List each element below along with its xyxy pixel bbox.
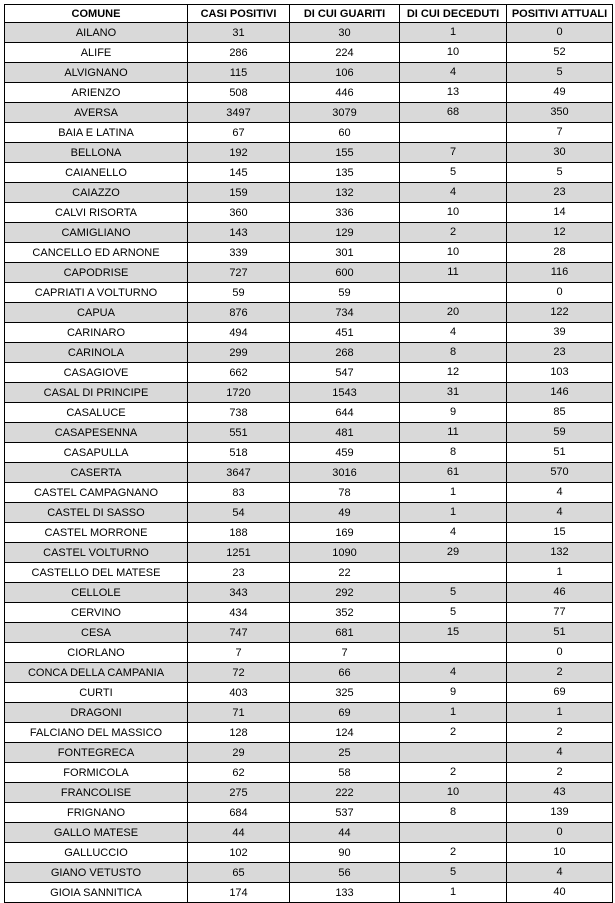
cell-comune: ALIFE (5, 43, 188, 63)
cell-positivi-attuali: 350 (507, 103, 613, 123)
table-row (5, 443, 613, 463)
cell-comune: FONTEGRECA (5, 743, 188, 763)
cell-guariti: 352 (290, 603, 400, 623)
cell-comune: BELLONA (5, 143, 188, 163)
cell-deceduti: 8 (400, 343, 507, 363)
cell-deceduti: 20 (400, 303, 507, 323)
cell-comune: CASTEL DI SASSO (5, 503, 188, 523)
cell-casi-positivi: 83 (188, 483, 290, 503)
cell-comune: ALVIGNANO (5, 63, 188, 83)
header-comune: COMUNE (5, 5, 188, 23)
table-row (5, 263, 613, 283)
cell-casi-positivi: 159 (188, 183, 290, 203)
cell-deceduti: 4 (400, 523, 507, 543)
table-row (5, 623, 613, 643)
table-row (5, 803, 613, 823)
cell-guariti: 3079 (290, 103, 400, 123)
cell-comune: CASERTA (5, 463, 188, 483)
table-row (5, 643, 613, 663)
table-row (5, 703, 613, 723)
cell-guariti: 1090 (290, 543, 400, 563)
cell-deceduti: 15 (400, 623, 507, 643)
cell-guariti: 268 (290, 343, 400, 363)
cell-deceduti: 7 (400, 143, 507, 163)
cell-casi-positivi: 29 (188, 743, 290, 763)
cell-positivi-attuali: 4 (507, 863, 613, 883)
cell-casi-positivi: 360 (188, 203, 290, 223)
cell-deceduti: 4 (400, 663, 507, 683)
cell-guariti: 58 (290, 763, 400, 783)
cell-guariti: 124 (290, 723, 400, 743)
cell-casi-positivi: 508 (188, 83, 290, 103)
cell-casi-positivi: 747 (188, 623, 290, 643)
cell-casi-positivi: 738 (188, 403, 290, 423)
cell-comune: CIORLANO (5, 643, 188, 663)
table-row (5, 283, 613, 303)
cell-casi-positivi: 876 (188, 303, 290, 323)
table-row (5, 843, 613, 863)
cell-deceduti: 8 (400, 443, 507, 463)
cell-deceduti: 4 (400, 183, 507, 203)
cell-deceduti: 5 (400, 163, 507, 183)
cell-casi-positivi: 275 (188, 783, 290, 803)
cell-comune: AILANO (5, 23, 188, 43)
cell-guariti: 1543 (290, 383, 400, 403)
cell-guariti: 481 (290, 423, 400, 443)
cell-positivi-attuali: 132 (507, 543, 613, 563)
table-row (5, 863, 613, 883)
cell-deceduti (400, 823, 507, 843)
cell-guariti: 3016 (290, 463, 400, 483)
table-body (5, 23, 613, 903)
cell-comune: CURTI (5, 683, 188, 703)
cell-guariti: 133 (290, 883, 400, 903)
table-row (5, 603, 613, 623)
cell-comune: CAPUA (5, 303, 188, 323)
cell-deceduti (400, 563, 507, 583)
table-row (5, 343, 613, 363)
cell-guariti: 44 (290, 823, 400, 843)
header-deceduti: DI CUI DECEDUTI (400, 5, 507, 23)
cell-guariti: 600 (290, 263, 400, 283)
cell-deceduti: 9 (400, 403, 507, 423)
cell-casi-positivi: 102 (188, 843, 290, 863)
cell-comune: CAIANELLO (5, 163, 188, 183)
table-row (5, 583, 613, 603)
cell-comune: CAPODRISE (5, 263, 188, 283)
table-row (5, 203, 613, 223)
cell-deceduti (400, 283, 507, 303)
cell-casi-positivi: 727 (188, 263, 290, 283)
cell-positivi-attuali: 49 (507, 83, 613, 103)
cell-casi-positivi: 71 (188, 703, 290, 723)
cell-comune: CAIAZZO (5, 183, 188, 203)
table-row (5, 163, 613, 183)
cell-positivi-attuali: 1 (507, 703, 613, 723)
cell-positivi-attuali: 51 (507, 623, 613, 643)
cell-casi-positivi: 7 (188, 643, 290, 663)
table-row (5, 243, 613, 263)
cell-guariti: 547 (290, 363, 400, 383)
cell-comune: CAMIGLIANO (5, 223, 188, 243)
cell-deceduti: 5 (400, 863, 507, 883)
cell-guariti: 135 (290, 163, 400, 183)
table-row (5, 223, 613, 243)
cell-casi-positivi: 1720 (188, 383, 290, 403)
covid-cases-table (4, 4, 613, 903)
cell-casi-positivi: 59 (188, 283, 290, 303)
cell-comune: CASTEL MORRONE (5, 523, 188, 543)
cell-positivi-attuali: 122 (507, 303, 613, 323)
table-row (5, 323, 613, 343)
table-row (5, 83, 613, 103)
cell-positivi-attuali: 23 (507, 343, 613, 363)
cell-guariti: 222 (290, 783, 400, 803)
cell-deceduti: 61 (400, 463, 507, 483)
cell-guariti: 59 (290, 283, 400, 303)
table-row (5, 503, 613, 523)
cell-positivi-attuali: 0 (507, 283, 613, 303)
cell-deceduti: 29 (400, 543, 507, 563)
cell-deceduti (400, 643, 507, 663)
cell-comune: FRANCOLISE (5, 783, 188, 803)
header-row (5, 5, 613, 23)
cell-deceduti: 1 (400, 503, 507, 523)
table-row (5, 723, 613, 743)
cell-positivi-attuali: 0 (507, 23, 613, 43)
cell-positivi-attuali: 69 (507, 683, 613, 703)
cell-guariti: 325 (290, 683, 400, 703)
cell-comune: GALLUCCIO (5, 843, 188, 863)
cell-comune: CALVI RISORTA (5, 203, 188, 223)
cell-casi-positivi: 343 (188, 583, 290, 603)
cell-comune: GIANO VETUSTO (5, 863, 188, 883)
cell-guariti: 106 (290, 63, 400, 83)
cell-deceduti (400, 743, 507, 763)
cell-casi-positivi: 62 (188, 763, 290, 783)
cell-guariti: 60 (290, 123, 400, 143)
cell-positivi-attuali: 30 (507, 143, 613, 163)
cell-comune: GIOIA SANNITICA (5, 883, 188, 903)
table-row (5, 483, 613, 503)
cell-positivi-attuali: 146 (507, 383, 613, 403)
table-row (5, 383, 613, 403)
table-row (5, 123, 613, 143)
cell-guariti: 22 (290, 563, 400, 583)
table-row (5, 23, 613, 43)
cell-comune: FORMICOLA (5, 763, 188, 783)
cell-casi-positivi: 65 (188, 863, 290, 883)
cell-casi-positivi: 31 (188, 23, 290, 43)
cell-deceduti: 10 (400, 203, 507, 223)
cell-deceduti: 31 (400, 383, 507, 403)
cell-positivi-attuali: 0 (507, 643, 613, 663)
cell-deceduti: 4 (400, 63, 507, 83)
cell-comune: CESA (5, 623, 188, 643)
cell-positivi-attuali: 77 (507, 603, 613, 623)
cell-positivi-attuali: 12 (507, 223, 613, 243)
cell-positivi-attuali: 5 (507, 63, 613, 83)
cell-casi-positivi: 551 (188, 423, 290, 443)
cell-comune: CASTEL VOLTURNO (5, 543, 188, 563)
cell-guariti: 69 (290, 703, 400, 723)
cell-comune: AVERSA (5, 103, 188, 123)
cell-deceduti: 2 (400, 763, 507, 783)
cell-deceduti: 68 (400, 103, 507, 123)
cell-deceduti: 2 (400, 223, 507, 243)
cell-guariti: 446 (290, 83, 400, 103)
cell-casi-positivi: 143 (188, 223, 290, 243)
cell-casi-positivi: 403 (188, 683, 290, 703)
cell-deceduti: 2 (400, 843, 507, 863)
cell-guariti: 25 (290, 743, 400, 763)
cell-positivi-attuali: 139 (507, 803, 613, 823)
table-row (5, 423, 613, 443)
cell-positivi-attuali: 116 (507, 263, 613, 283)
cell-casi-positivi: 3497 (188, 103, 290, 123)
cell-casi-positivi: 128 (188, 723, 290, 743)
cell-casi-positivi: 44 (188, 823, 290, 843)
table-row (5, 743, 613, 763)
cell-guariti: 681 (290, 623, 400, 643)
cell-casi-positivi: 67 (188, 123, 290, 143)
cell-comune: DRAGONI (5, 703, 188, 723)
table-row (5, 543, 613, 563)
cell-guariti: 537 (290, 803, 400, 823)
table-row (5, 143, 613, 163)
cell-comune: CASAL DI PRINCIPE (5, 383, 188, 403)
table-row (5, 303, 613, 323)
cell-comune: CASTELLO DEL MATESE (5, 563, 188, 583)
cell-guariti: 734 (290, 303, 400, 323)
covid-table-container (4, 4, 612, 903)
cell-guariti: 90 (290, 843, 400, 863)
cell-comune: FRIGNANO (5, 803, 188, 823)
cell-positivi-attuali: 59 (507, 423, 613, 443)
cell-deceduti: 9 (400, 683, 507, 703)
cell-casi-positivi: 434 (188, 603, 290, 623)
cell-guariti: 129 (290, 223, 400, 243)
cell-comune: BAIA E LATINA (5, 123, 188, 143)
cell-positivi-attuali: 5 (507, 163, 613, 183)
cell-guariti: 459 (290, 443, 400, 463)
cell-casi-positivi: 662 (188, 363, 290, 383)
cell-deceduti: 5 (400, 603, 507, 623)
cell-positivi-attuali: 1 (507, 563, 613, 583)
cell-positivi-attuali: 28 (507, 243, 613, 263)
cell-deceduti: 1 (400, 23, 507, 43)
cell-comune: ARIENZO (5, 83, 188, 103)
cell-comune: CELLOLE (5, 583, 188, 603)
cell-positivi-attuali: 103 (507, 363, 613, 383)
header-positivi-attuali: POSITIVI ATTUALI (507, 5, 613, 23)
cell-deceduti: 12 (400, 363, 507, 383)
table-row (5, 763, 613, 783)
cell-positivi-attuali: 7 (507, 123, 613, 143)
table-row (5, 663, 613, 683)
cell-guariti: 451 (290, 323, 400, 343)
table-row (5, 523, 613, 543)
table-row (5, 63, 613, 83)
cell-casi-positivi: 115 (188, 63, 290, 83)
cell-casi-positivi: 192 (188, 143, 290, 163)
cell-deceduti: 8 (400, 803, 507, 823)
cell-deceduti: 10 (400, 783, 507, 803)
cell-comune: CERVINO (5, 603, 188, 623)
cell-guariti: 132 (290, 183, 400, 203)
cell-casi-positivi: 23 (188, 563, 290, 583)
cell-deceduti: 10 (400, 43, 507, 63)
table-row (5, 883, 613, 903)
cell-casi-positivi: 286 (188, 43, 290, 63)
cell-guariti: 169 (290, 523, 400, 543)
cell-comune: CONCA DELLA CAMPANIA (5, 663, 188, 683)
cell-deceduti: 1 (400, 703, 507, 723)
cell-guariti: 66 (290, 663, 400, 683)
cell-comune: GALLO MATESE (5, 823, 188, 843)
cell-comune: CARINOLA (5, 343, 188, 363)
cell-casi-positivi: 3647 (188, 463, 290, 483)
cell-comune: CASAGIOVE (5, 363, 188, 383)
cell-guariti: 336 (290, 203, 400, 223)
cell-casi-positivi: 299 (188, 343, 290, 363)
cell-comune: CASAPULLA (5, 443, 188, 463)
cell-positivi-attuali: 40 (507, 883, 613, 903)
header-guariti: DI CUI GUARITI (290, 5, 400, 23)
cell-guariti: 644 (290, 403, 400, 423)
cell-positivi-attuali: 2 (507, 723, 613, 743)
cell-casi-positivi: 145 (188, 163, 290, 183)
cell-guariti: 7 (290, 643, 400, 663)
cell-comune: CARINARO (5, 323, 188, 343)
table-row (5, 43, 613, 63)
table-row (5, 363, 613, 383)
cell-guariti: 78 (290, 483, 400, 503)
cell-positivi-attuali: 0 (507, 823, 613, 843)
cell-casi-positivi: 54 (188, 503, 290, 523)
cell-deceduti: 2 (400, 723, 507, 743)
table-row (5, 403, 613, 423)
cell-casi-positivi: 188 (188, 523, 290, 543)
cell-positivi-attuali: 14 (507, 203, 613, 223)
cell-comune: CAPRIATI A VOLTURNO (5, 283, 188, 303)
cell-deceduti: 13 (400, 83, 507, 103)
table-row (5, 183, 613, 203)
cell-positivi-attuali: 2 (507, 663, 613, 683)
cell-deceduti: 1 (400, 883, 507, 903)
cell-positivi-attuali: 43 (507, 783, 613, 803)
cell-guariti: 49 (290, 503, 400, 523)
cell-deceduti: 4 (400, 323, 507, 343)
cell-guariti: 224 (290, 43, 400, 63)
header-casi-positivi: CASI POSITIVI (188, 5, 290, 23)
cell-positivi-attuali: 46 (507, 583, 613, 603)
cell-positivi-attuali: 4 (507, 503, 613, 523)
cell-guariti: 301 (290, 243, 400, 263)
cell-casi-positivi: 1251 (188, 543, 290, 563)
cell-deceduti: 5 (400, 583, 507, 603)
cell-casi-positivi: 494 (188, 323, 290, 343)
cell-positivi-attuali: 4 (507, 743, 613, 763)
cell-comune: CASAPESENNA (5, 423, 188, 443)
cell-casi-positivi: 72 (188, 663, 290, 683)
table-row (5, 823, 613, 843)
cell-guariti: 155 (290, 143, 400, 163)
cell-comune: CASALUCE (5, 403, 188, 423)
cell-positivi-attuali: 10 (507, 843, 613, 863)
cell-positivi-attuali: 52 (507, 43, 613, 63)
cell-positivi-attuali: 4 (507, 483, 613, 503)
cell-positivi-attuali: 570 (507, 463, 613, 483)
cell-comune: CASTEL CAMPAGNANO (5, 483, 188, 503)
cell-casi-positivi: 339 (188, 243, 290, 263)
cell-casi-positivi: 174 (188, 883, 290, 903)
cell-positivi-attuali: 39 (507, 323, 613, 343)
cell-deceduti: 11 (400, 263, 507, 283)
table-row (5, 103, 613, 123)
cell-deceduti: 10 (400, 243, 507, 263)
cell-positivi-attuali: 51 (507, 443, 613, 463)
cell-deceduti: 1 (400, 483, 507, 503)
cell-positivi-attuali: 85 (507, 403, 613, 423)
cell-deceduti: 11 (400, 423, 507, 443)
cell-guariti: 292 (290, 583, 400, 603)
cell-comune: CANCELLO ED ARNONE (5, 243, 188, 263)
table-row (5, 683, 613, 703)
cell-guariti: 30 (290, 23, 400, 43)
cell-positivi-attuali: 15 (507, 523, 613, 543)
cell-casi-positivi: 518 (188, 443, 290, 463)
table-row (5, 563, 613, 583)
cell-casi-positivi: 684 (188, 803, 290, 823)
cell-deceduti (400, 123, 507, 143)
cell-comune: FALCIANO DEL MASSICO (5, 723, 188, 743)
cell-positivi-attuali: 23 (507, 183, 613, 203)
cell-positivi-attuali: 2 (507, 763, 613, 783)
table-row (5, 463, 613, 483)
cell-guariti: 56 (290, 863, 400, 883)
